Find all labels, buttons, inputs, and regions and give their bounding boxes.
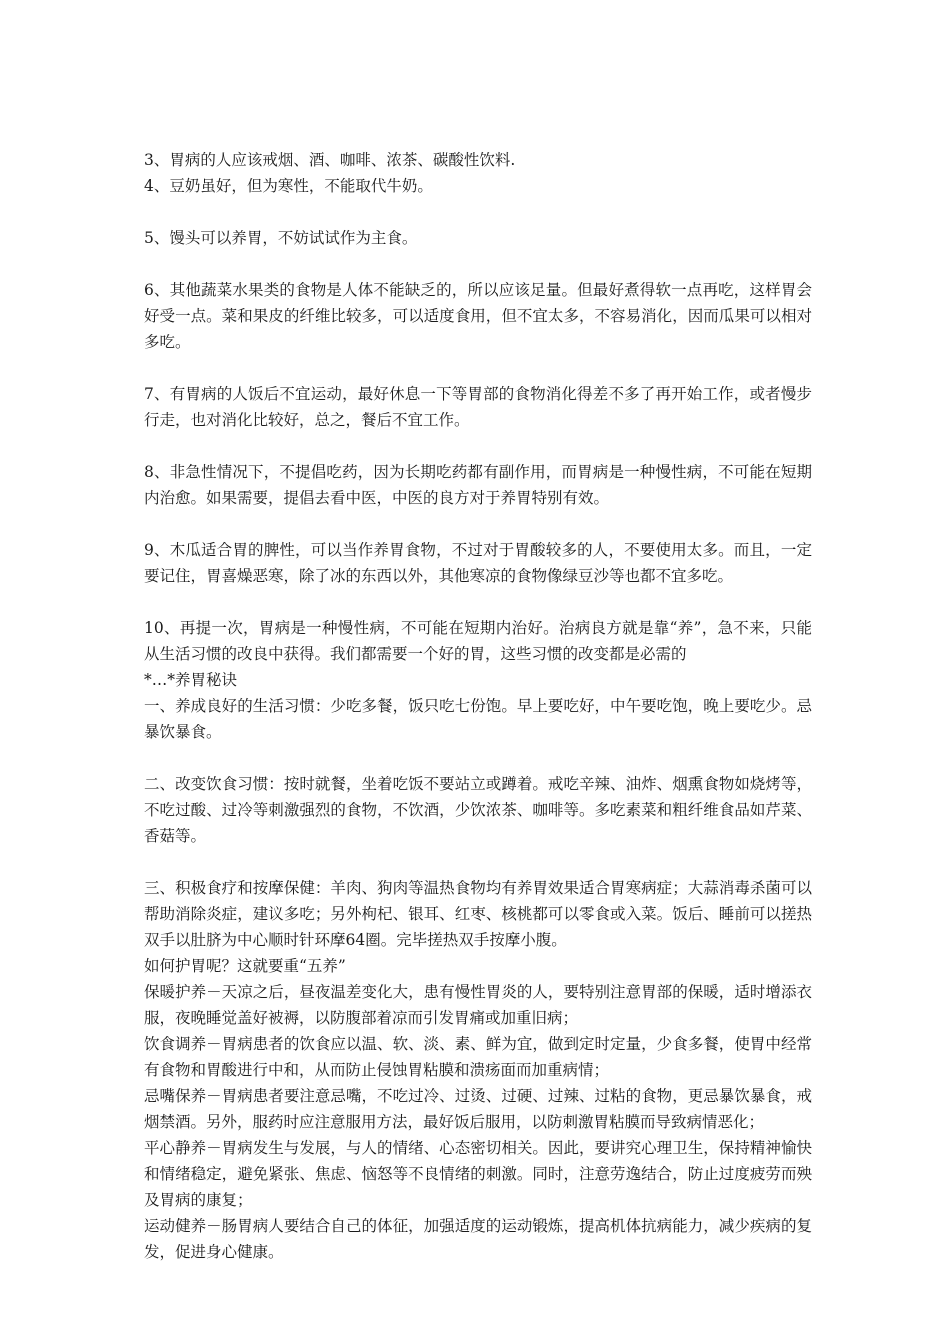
- paragraph-gap: [144, 849, 812, 875]
- paragraph: 10、再提一次，胃病是一种慢性病，不可能在短期内治好。治病良方就是靠“养”，急不来，只能从生活习惯的改良中获得。我们都需要一个好的胃，这些习惯的改变都是必需的: [144, 619, 812, 663]
- paragraph-gap: [144, 745, 812, 771]
- paragraph-gap: [144, 355, 812, 381]
- paragraph: 9、木瓜适合胃的脾性，可以当作养胃食物，不过对于胃酸较多的人，不要使用太多。而且，一定要记住，胃喜燥恶寒，除了冰的东西以外，其他寒凉的食物像绿豆沙等也都不宜多吃。: [144, 541, 812, 585]
- paragraph: 6、其他蔬菜水果类的食物是人体不能缺乏的，所以应该足量。但最好煮得软一点再吃，这样胃会好受一点。菜和果皮的纤维比较多，可以适度食用，但不宜太多，不容易消化，因而瓜果可以相对多吃。: [144, 281, 812, 351]
- paragraph: 7、有胃病的人饭后不宜运动，最好休息一下等胃部的食物消化得差不多了再开始工作，或者慢步行走，也对消化比较好，总之，餐后不宜工作。: [144, 385, 812, 429]
- paragraph: 运动健养－肠胃病人要结合自己的体征，加强适度的运动锻炼，提高机体抗病能力，减少疾病的复发，促进身心健康。: [144, 1217, 812, 1261]
- paragraph: 二、改变饮食习惯：按时就餐，坐着吃饭不要站立或蹲着。戒吃辛辣、油炸、烟熏食物如烧烤等，不吃过酸、过冷等刺激强烈的食物，不饮酒，少饮浓茶、咖啡等。多吃素菜和粗纤维食品如芹菜、香菇等。: [144, 775, 812, 845]
- paragraph: 三、积极食疗和按摩保健：羊肉、狗肉等温热食物均有养胃效果适合胃寒病症；大蒜消毒杀菌可以帮助消除炎症，建议多吃；另外枸杞、银耳、红枣、核桃都可以零食或入菜。饭后、睡前可以搓热双手以肚脐为中心顺时针环摩64圈。完毕搓热双手按摩小腹。: [144, 879, 812, 949]
- paragraph: 忌嘴保养－胃病患者要注意忌嘴，不吃过冷、过烫、过硬、过辣、过粘的食物，更忌暴饮暴食，戒烟禁酒。另外，服药时应注意服用方法，最好饭后服用，以防刺激胃粘膜而导致病情恶化；: [144, 1087, 812, 1131]
- paragraph: 8、非急性情况下，不提倡吃药，因为长期吃药都有副作用，而胃病是一种慢性病，不可能在短期内治愈。如果需要，提倡去看中医，中医的良方对于养胃特别有效。: [144, 463, 812, 507]
- paragraph: 一、养成良好的生活习惯：少吃多餐，饭只吃七份饱。早上要吃好，中午要吃饱，晚上要吃少。忌暴饮暴食。: [144, 697, 812, 741]
- paragraph: 保暖护养－天凉之后，昼夜温差变化大，患有慢性胃炎的人，要特别注意胃部的保暖，适时增添衣服，夜晚睡觉盖好被褥，以防腹部着凉而引发胃痛或加重旧病；: [144, 983, 812, 1027]
- paragraph: 如何护胃呢？这就要重“五养”: [144, 957, 346, 975]
- paragraph-gap: [144, 199, 812, 225]
- paragraph: 平心静养－胃病发生与发展，与人的情绪、心态密切相关。因此，要讲究心理卫生，保持精神愉快和情绪稳定，避免紧张、焦虑、恼怒等不良情绪的刺激。同时，注意劳逸结合，防止过度疲劳而殃及胃病的康复；: [144, 1139, 812, 1209]
- paragraph: 3、胃病的人应该戒烟、酒、咖啡、浓茶、碳酸性饮料.: [144, 151, 516, 169]
- paragraph-gap: [144, 433, 812, 459]
- paragraph: 5、馒头可以养胃，不妨试试作为主食。: [144, 229, 418, 247]
- paragraph: *…*养胃秘诀: [144, 671, 238, 689]
- paragraph: 4、豆奶虽好，但为寒性，不能取代牛奶。: [144, 177, 433, 195]
- paragraph: 饮食调养－胃病患者的饮食应以温、软、淡、素、鲜为宜，做到定时定量，少食多餐，使胃中经常有食物和胃酸进行中和，从而防止侵蚀胃粘膜和溃疡面而加重病情；: [144, 1035, 812, 1079]
- paragraph-gap: [144, 511, 812, 537]
- paragraph-gap: [144, 589, 812, 615]
- document-body: [144, 147, 812, 1265]
- paragraph-gap: [144, 251, 812, 277]
